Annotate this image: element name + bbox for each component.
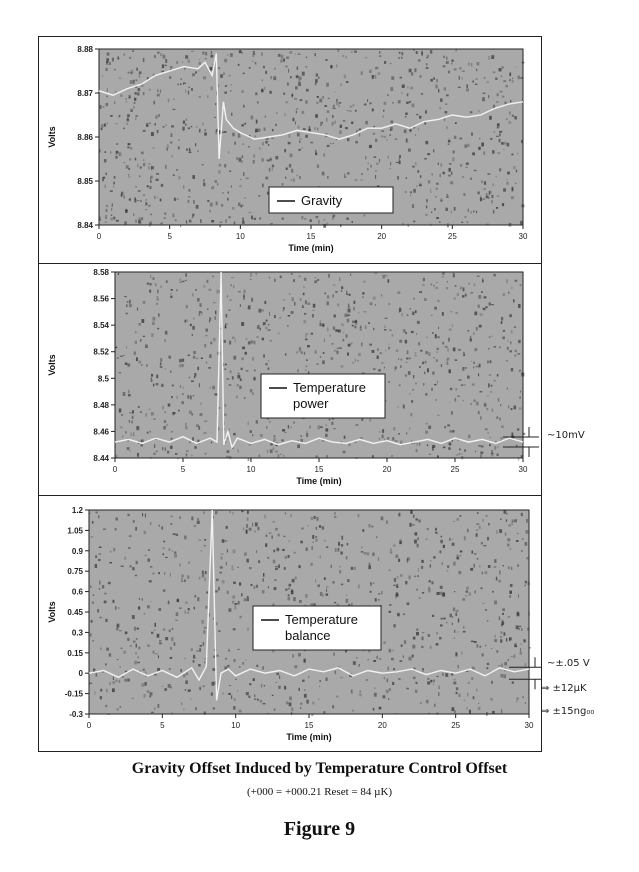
y-tick-label: 1.05 <box>67 526 83 536</box>
y-tick-label: 0.45 <box>67 608 83 617</box>
y-tick-label: 8.5 <box>97 374 109 384</box>
y-tick-label: 0.9 <box>71 546 83 556</box>
legend-label: Temperature <box>293 380 366 395</box>
legend-label: power <box>293 396 329 411</box>
legend-label: balance <box>285 628 331 643</box>
x-axis-label: Time (min) <box>286 732 332 742</box>
x-tick-label: 25 <box>451 721 461 730</box>
x-tick-label: 15 <box>314 465 324 474</box>
y-axis-label: Volts <box>47 601 57 623</box>
x-axis-label: Time (min) <box>296 476 342 486</box>
y-tick-label: 8.44 <box>93 454 109 463</box>
y-tick-label: 8.85 <box>77 177 93 186</box>
x-tick-label: 5 <box>180 465 186 474</box>
figure-label: Figure 9 <box>283 818 356 840</box>
y-tick-label: -0.15 <box>64 689 83 699</box>
x-tick-label: 15 <box>306 232 316 241</box>
x-tick-label: 20 <box>382 465 392 474</box>
x-tick-label: 5 <box>160 721 165 730</box>
legend-label: Gravity <box>301 193 343 208</box>
y-tick-label: 0.6 <box>71 587 83 597</box>
y-tick-label: 0.75 <box>67 567 83 577</box>
legend <box>261 374 385 418</box>
x-tick-label: 0 <box>96 232 102 241</box>
y-axis-label: Volts <box>47 126 57 148</box>
power-band-note: ~10mV <box>547 430 585 441</box>
y-tick-label: 0.15 <box>67 648 83 658</box>
y-tick-label: 8.48 <box>93 400 109 410</box>
temperature-power-chart-svg <box>39 264 541 494</box>
gravity-chart-svg <box>39 37 541 261</box>
x-tick-label: 25 <box>447 232 457 241</box>
figure-caption-subtitle: (+000 = +000.21 Reset = 84 µK) <box>246 786 393 798</box>
x-tick-label: 20 <box>377 721 387 730</box>
y-tick-label: 8.52 <box>93 347 109 357</box>
y-tick-label: 0.3 <box>71 628 83 638</box>
figure-frame <box>38 36 542 752</box>
x-tick-label: 30 <box>524 721 534 730</box>
x-tick-label: 30 <box>518 465 528 474</box>
y-tick-label: 8.58 <box>93 268 109 277</box>
x-tick-label: 30 <box>518 232 528 241</box>
x-tick-label: 20 <box>377 232 387 241</box>
temperature-balance-chart <box>39 495 541 752</box>
y-tick-label: 8.46 <box>93 427 109 437</box>
x-tick-label: 10 <box>246 465 256 474</box>
temperature-balance-chart-svg <box>39 496 541 752</box>
x-tick-label: 5 <box>167 232 172 241</box>
legend <box>269 187 393 213</box>
figure-caption-title: Gravity Offset Induced by Temperature Control Offset <box>131 760 508 777</box>
x-tick-label: 10 <box>235 232 245 241</box>
y-tick-label: 8.87 <box>77 89 93 98</box>
temperature-power-chart <box>39 263 541 494</box>
y-tick-label: 8.54 <box>93 321 109 331</box>
x-tick-label: 10 <box>231 721 241 730</box>
balance-temp-note: ⇒ ±12µK <box>541 683 587 694</box>
x-axis-label: Time (min) <box>288 243 334 253</box>
x-tick-label: 0 <box>112 465 118 474</box>
balance-grav-note: ⇒ ±15ng₀₀ <box>541 706 595 717</box>
y-axis-label: Volts <box>47 354 57 376</box>
x-tick-label: 15 <box>304 721 314 730</box>
plot-area <box>115 272 523 458</box>
y-tick-label: -0.3 <box>69 710 83 719</box>
y-tick-label: 8.56 <box>93 294 109 304</box>
y-tick-label: 0 <box>78 669 83 679</box>
y-tick-label: 1.2 <box>71 506 83 515</box>
x-tick-label: 25 <box>450 465 460 474</box>
balance-band-note: ~±.05 V <box>547 658 590 669</box>
legend-label: Temperature <box>285 612 358 627</box>
x-tick-label: 0 <box>86 721 92 730</box>
y-tick-label: 8.86 <box>77 133 93 142</box>
y-tick-label: 8.84 <box>77 221 93 230</box>
legend <box>253 606 381 650</box>
y-tick-label: 8.88 <box>77 45 93 54</box>
gravity-chart <box>39 37 541 261</box>
